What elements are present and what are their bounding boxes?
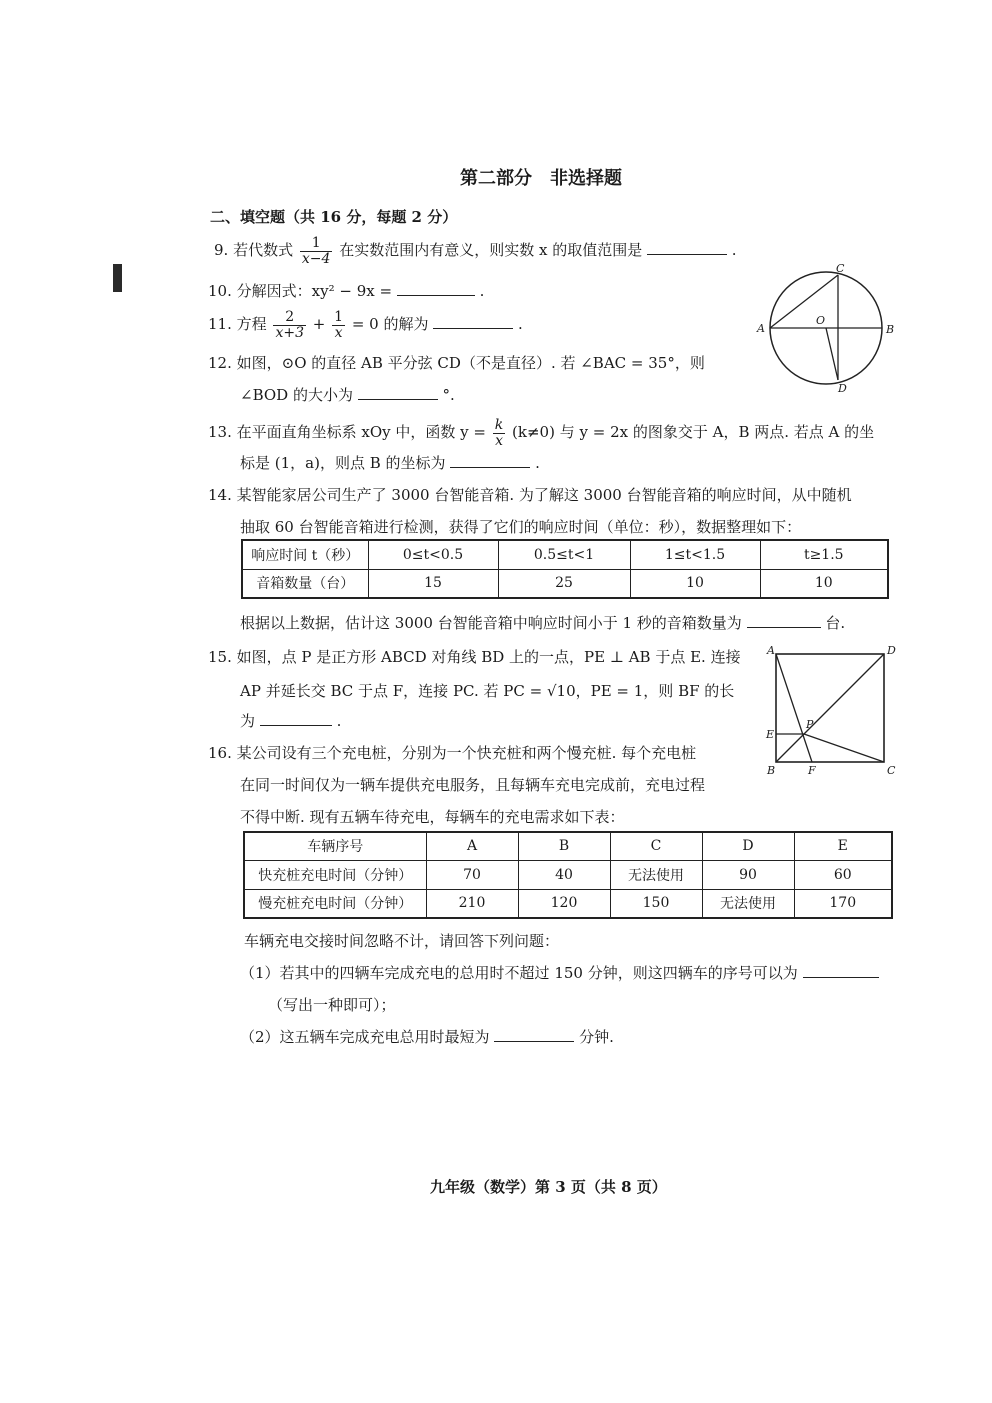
label-a: A [767,644,775,657]
question-16-part1: （1）若其中的四辆车完成充电的总用时不超过 150 分钟，则这四辆车的序号可以为 [240,962,879,983]
q11-fraction-2: $\frac{1}{x}$ [334,309,344,341]
answer-blank-16-2[interactable] [494,1027,574,1042]
q11-fraction-1: $\frac{2}{x+3}$ [275,309,304,341]
question-number: 9. [214,241,229,260]
table-cell: 车辆序号 [244,832,426,860]
question-13-line2: 标是 (1，a)，则点 B 的坐标为 . [240,454,540,472]
table-cell: t≥1.5 [760,540,888,569]
question-number: 14. [208,486,232,504]
label-o: O [816,314,826,327]
answer-blank-13[interactable] [450,453,530,468]
label-a: A [757,322,765,335]
table-cell: B [518,832,610,860]
question-number: 11. [208,315,232,334]
table-cell: 70 [426,860,518,889]
question-14-line2: 抽取 60 台智能音箱进行检测，获得了它们的响应时间（单位：秒），数据整理如下： [240,518,802,536]
question-number: 13. [208,423,232,442]
table-row [244,860,892,889]
question-number: 16. [208,744,232,762]
question-11: 11. 方程 $\frac{2}{x+3}$ + $\frac{1}{x}$ = 0 的解为 . [208,309,523,341]
q9-post: 在实数范围内有意义，则实数 x 的取值范围是 [339,241,643,260]
table-cell: 120 [518,889,610,918]
question-16-line2: 在同一时间仅为一辆车提供充电服务，且每辆车充电完成前，充电过程 [240,776,706,794]
label-f: F [808,764,816,776]
answer-blank-16-1[interactable] [803,963,879,978]
table-row [242,569,888,598]
table-cell: 快充桩充电时间（分钟） [244,860,426,889]
table-cell: 无法使用 [610,860,702,889]
table-cell: 10 [760,569,888,598]
question-number: 15. [208,648,232,666]
question-12: 12. 如图，⊙O 的直径 AB 平分弦 CD（不是直径）. 若 ∠BAC = 35°，则 [208,354,705,372]
table-cell: 10 [630,569,760,598]
table-cell: 音箱数量（台） [242,569,368,598]
table-cell: 90 [702,860,794,889]
question-12-line2: ∠BOD 的大小为 °. [240,386,455,404]
answer-blank-11[interactable] [433,314,513,329]
question-16-note: 车辆充电交接时间忽略不计，请回答下列问题： [244,932,560,950]
question-16-line3: 不得中断. 现有五辆车待充电，每辆车的充电需求如下表： [240,808,625,826]
table-cell: 25 [498,569,630,598]
question-9: 9. 若代数式 $\frac{1}{x-4}$ 在实数范围内有意义，则实数 x 的取值范围是 . [214,235,737,267]
table-cell: 慢充桩充电时间（分钟） [244,889,426,918]
question-number: 10. [208,282,232,300]
table-row [244,889,892,918]
label-p: P [806,718,814,731]
table-cell: C [610,832,702,860]
label-c: C [836,262,845,275]
table-cell: D [702,832,794,860]
table-cell: E [794,832,892,860]
table-cell: 1≤t<1.5 [630,540,760,569]
section-title: 第二部分 非选择题 [460,168,622,189]
answer-blank-15[interactable] [260,711,332,726]
q13-fraction: $\frac{k}{x}$ [494,417,504,449]
label-c: C [887,764,896,776]
q10-text: 分解因式：xy² − 9x = [236,282,393,300]
question-13: 13. 在平面直角坐标系 xOy 中，函数 y = $\frac{k}{x}$ (k≠0) 与 y = 2x 的图象交于 A，B 两点. 若点 A 的坐 [208,417,875,449]
table-cell: 40 [518,860,610,889]
table-cell: 无法使用 [702,889,794,918]
charging-table [243,831,893,919]
diagonal-bd [776,654,884,762]
table-header-row [244,832,892,860]
question-16: 16. 某公司设有三个充电桩，分别为一个快充桩和两个慢充桩. 每个充电桩 [208,744,697,762]
page-footer: 九年级（数学）第 3 页（共 8 页） [430,1178,667,1196]
chord-ac [770,275,838,328]
line-af [776,654,812,762]
table-cell: 60 [794,860,892,889]
line-pc [804,734,884,762]
question-14-after: 根据以上数据，估计这 3000 台智能音箱中响应时间小于 1 秒的音箱数量为 台. [240,614,846,632]
circle-figure [752,262,902,398]
table-cell: 210 [426,889,518,918]
label-d: D [838,382,847,395]
table-cell: A [426,832,518,860]
answer-blank-9[interactable] [647,240,727,255]
table-cell: 0.5≤t<1 [498,540,630,569]
question-14: 14. 某智能家居公司生产了 3000 台智能音箱. 为了解这 3000 台智能音箱的响应时间，从中随机 [208,486,852,504]
label-b: B [767,764,776,776]
table-cell: 响应时间 t（秒） [242,540,368,569]
table-cell: 15 [368,569,498,598]
question-16-part1-hint: （写出一种即可）； [268,996,396,1014]
q9-fraction: $\frac{1}{x-4}$ [301,235,331,267]
label-d: D [887,644,896,657]
q9-pre: 若代数式 [233,241,294,260]
table-cell: 170 [794,889,892,918]
question-16-part2: （2）这五辆车完成充电总用时最短为 分钟. [240,1028,614,1046]
table-header-row [242,540,888,569]
answer-blank-10[interactable] [397,281,475,296]
answer-blank-12[interactable] [358,385,438,400]
section-heading: 二、填空题（共 16 分，每题 2 分） [210,208,458,226]
table-cell: 150 [610,889,702,918]
question-15-line2: AP 并延长交 BC 于点 F，连接 PC. 若 PC = √10，PE = 1，则 BF 的长 [240,682,735,700]
table-cell: 0≤t<0.5 [368,540,498,569]
answer-blank-14[interactable] [747,613,821,628]
segment-od [826,328,838,380]
question-15-line3: 为 . [240,712,342,730]
question-number: 12. [208,354,232,372]
square-figure [762,640,898,776]
question-15: 15. 如图，点 P 是正方形 ABCD 对角线 BD 上的一点，PE ⊥ AB 于点 E. 连接 [208,648,741,666]
label-b: B [886,323,895,336]
question-10: 10. 分解因式：xy² − 9x = . [208,282,485,300]
label-e: E [766,728,775,741]
response-time-table [241,539,889,599]
binder-mark [113,264,122,292]
